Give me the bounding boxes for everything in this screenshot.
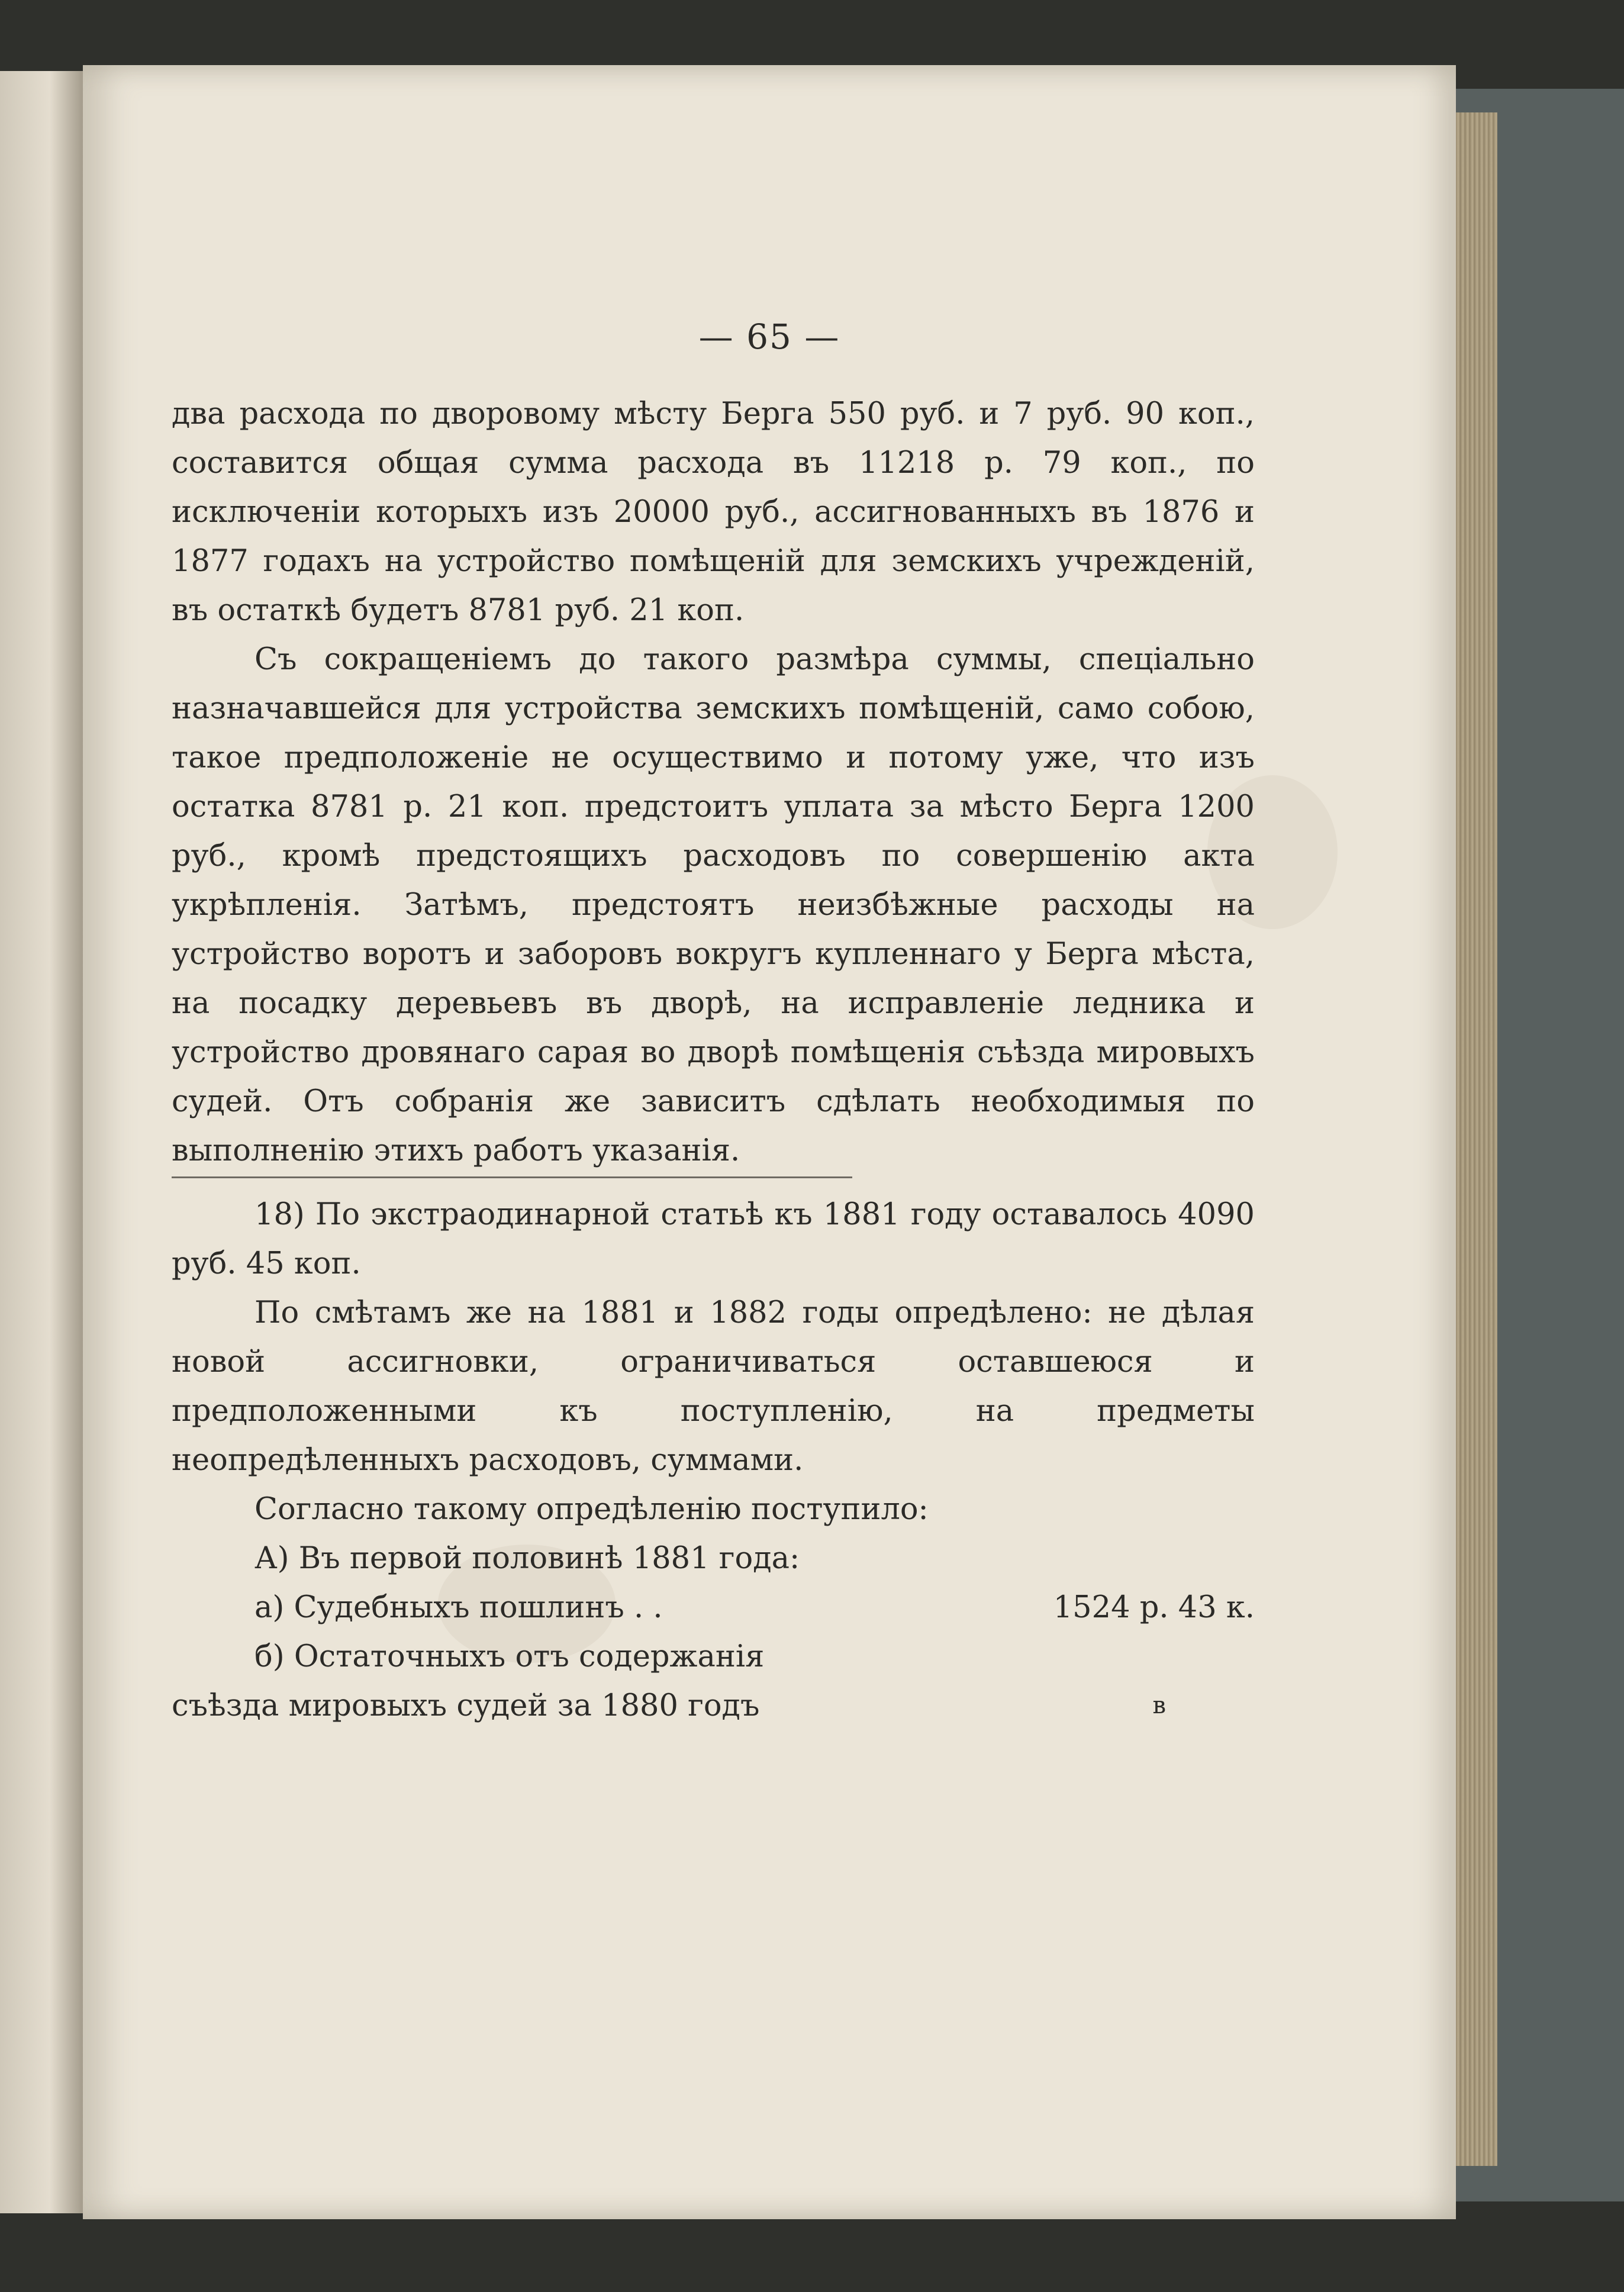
paragraph-subheading: А) Въ первой половинѣ 1881 года: <box>254 1541 800 1576</box>
section-divider <box>172 1176 852 1178</box>
page-block-edges <box>1456 112 1497 2166</box>
book-page <box>83 65 1456 2219</box>
left-facing-page-edge <box>0 71 83 2213</box>
list-item <box>172 1583 1255 1632</box>
page-text <box>172 389 1255 1730</box>
page-number: — 65 — <box>698 317 840 357</box>
paragraph: Согласно такому опредѣленію поступило: <box>254 1492 929 1527</box>
signature-mark: в <box>1152 1692 1166 1719</box>
paragraph: Съ сокращеніемъ до такого размѣра суммы, спеціально назначавшейся для устройства земскихъ помѣщеній, само собою, такое предположеніе не осуществимо и потому уже, что изъ остатка 8781 р. 21 коп. предстоитъ уплата за мѣсто Берга 1200 руб., кромѣ предстоящихъ расходовъ по совершенію акта укрѣпленія. Затѣмъ, предстоятъ неизбѣжные расходы на устройство воротъ и заборовъ вокругъ купленнаго у Берга мѣста, на посадку деревьевъ въ дворѣ, на исправленіе ледника и устройство дровянаго сарая во дворѣ помѣщенія съѣзда мировыхъ судей. Отъ собранія же зависитъ сдѣлать необходимыя по выполненію этихъ работъ указанія. <box>172 642 1255 1168</box>
list-item-amount: 1524 р. 43 к. <box>1053 1590 1255 1625</box>
list-item <box>172 1632 1255 1681</box>
paragraph: По смѣтамъ же на 1881 и 1882 годы опредѣлено: не дѣлая новой ассигновки, ограничиваться оставшеюся и предположенными къ поступленію, на предметы неопредѣленныхъ расходовъ, суммами. <box>172 1295 1255 1478</box>
list-item-label: а) Судебныхъ пошлинъ . . <box>254 1590 663 1625</box>
list-item <box>172 1681 1255 1730</box>
list-item-label: б) Остаточныхъ отъ содержанія <box>254 1639 765 1674</box>
paragraph-item-18: 18) По экстраодинарной статьѣ къ 1881 году оставалось 4090 руб. 45 коп. <box>172 1197 1255 1281</box>
list-item-label: съѣзда мировыхъ судей за 1880 годъ <box>172 1688 760 1723</box>
paragraph-continuation: два расхода по дворовому мѣсту Берга 550 руб. и 7 руб. 90 коп., составится общая сумма расхода въ 11218 р. 79 коп., по исключеніи которыхъ изъ 20000 руб., ассигнованныхъ въ 1876 и 1877 годахъ на устройство помѣщеній для земскихъ учрежденій, въ остаткѣ будетъ 8781 руб. 21 коп. <box>172 396 1255 628</box>
